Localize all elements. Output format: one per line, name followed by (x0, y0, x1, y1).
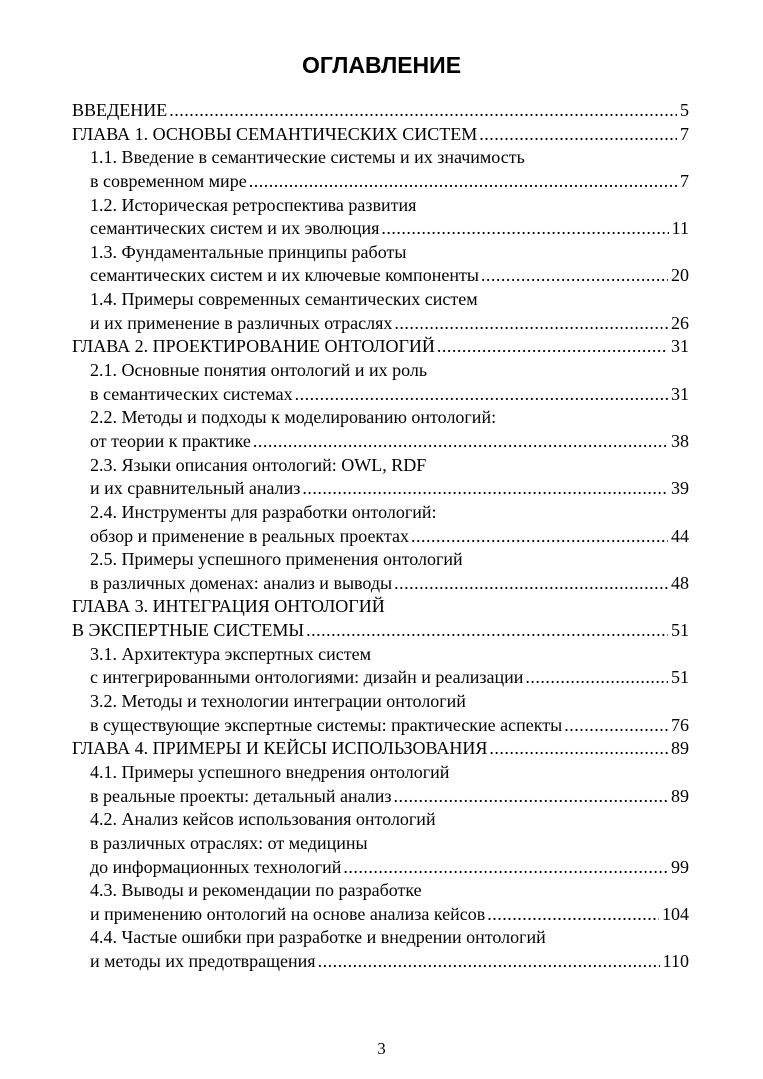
toc-entry-text: 4.4. Частые ошибки при разработке и внедрении онтологий (90, 927, 546, 948)
toc-page-number: 39 (671, 478, 689, 499)
toc-entry-text: обзор и применение в реальных проектах (90, 525, 410, 546)
toc-entry-text: до информационных технологий (90, 856, 342, 877)
toc-section-line (72, 430, 689, 454)
toc-page-number: 104 (662, 903, 689, 924)
toc-page-number: 7 (680, 170, 689, 191)
toc-entry-text: В ЭКСПЕРТНЫЕ СИСТЕМЫ (72, 620, 305, 641)
toc-entry-text: и применению онтологий на основе анализа кейсов (90, 903, 486, 924)
toc-dot-leader (411, 525, 668, 549)
toc-entry-text: 3.2. Методы и технологии интеграции онтологий (90, 691, 466, 712)
toc-page-number: 5 (680, 100, 689, 120)
toc-page-number: 20 (671, 265, 689, 286)
toc-entry-text: от теории к практике (90, 430, 251, 451)
toc-section-line (72, 690, 689, 714)
toc-section-line (72, 288, 689, 312)
toc-dot-leader (394, 312, 668, 336)
toc-entry-text: ГЛАВА 2. ПРОЕКТИРОВАНИЕ ОНТОЛОГИЙ (72, 336, 435, 357)
toc-entry-text: семантических систем и их эволюция (90, 218, 380, 239)
toc-section-line (72, 785, 689, 809)
toc-section-line (72, 359, 689, 383)
toc-entry-text: ГЛАВА 4. ПРИМЕРЫ И КЕЙСЫ ИСПОЛЬЗОВАНИЯ (72, 738, 488, 759)
toc-dot-leader (564, 714, 668, 738)
toc-dot-leader (479, 123, 677, 147)
toc-dot-leader (318, 950, 660, 974)
toc-page-number: 89 (671, 738, 689, 759)
toc-section-line (72, 477, 689, 501)
toc-section-line (72, 548, 689, 572)
toc-entry-text: в существующие экспертные системы: практические аспекты (90, 714, 563, 735)
toc-dot-leader (437, 335, 668, 359)
toc-chapter-line (72, 335, 689, 359)
toc-dot-leader (295, 383, 668, 407)
toc-entry-text: в семантических системах (90, 383, 293, 404)
toc-entry-text: 1.2. Историческая ретроспектива развития (90, 194, 417, 215)
toc-section-line (72, 666, 689, 690)
toc-dot-leader (394, 785, 669, 809)
toc-section-line (72, 454, 689, 478)
toc-section-line (72, 761, 689, 785)
toc-section-line (72, 241, 689, 265)
toc-section-line (72, 383, 689, 407)
toc-entry-text: в различных доменах: анализ и выводы (90, 572, 393, 593)
page-number: 3 (377, 1039, 386, 1058)
toc-chapter-line (72, 99, 689, 123)
toc-entry-text: 2.4. Инструменты для разработки онтологий: (90, 501, 437, 522)
toc-chapter-line (72, 123, 689, 147)
toc-page-number: 31 (671, 336, 689, 357)
toc-section-line (72, 525, 689, 549)
toc-entry-text: ГЛАВА 3. ИНТЕГРАЦИЯ ОНТОЛОГИЙ (72, 596, 385, 617)
toc-entry-text: 2.1. Основные понятия онтологий и их роль (90, 360, 428, 381)
toc-section-line (72, 572, 689, 596)
toc-entry-text: ГЛАВА 1. ОСНОВЫ СЕМАНТИЧЕСКИХ СИСТЕМ (72, 123, 478, 144)
toc-entry-text: семантических систем и их ключевые компоненты (90, 265, 479, 286)
toc-page-number: 89 (671, 785, 689, 806)
toc-entry-text: и их применение в различных отраслях (90, 312, 393, 333)
table-of-contents (72, 99, 689, 974)
toc-section-line (72, 170, 689, 194)
toc-entry-text: и методы их предотвращения (90, 951, 316, 972)
toc-page-number: 38 (671, 430, 689, 451)
toc-page-number: 31 (671, 383, 689, 404)
toc-title: ОГЛАВЛЕНИЕ (301, 52, 462, 78)
toc-page-number: 110 (662, 951, 689, 972)
toc-section-line (72, 903, 689, 927)
toc-page-number: 48 (671, 572, 689, 593)
toc-entry-text: в различных отраслях: от медицины (90, 832, 368, 853)
toc-entry-text: 1.3. Фундаментальные принципы работы (90, 241, 407, 262)
toc-section-line (72, 501, 689, 525)
toc-section-line (72, 950, 689, 974)
toc-dot-leader (525, 666, 668, 690)
toc-dot-leader (169, 99, 677, 123)
toc-section-line (72, 926, 689, 950)
toc-dot-leader (381, 217, 668, 241)
toc-entry-text: в современном мире (90, 170, 247, 191)
toc-dot-leader (253, 430, 668, 454)
toc-chapter-line (72, 595, 689, 619)
toc-entry-text: 3.1. Архитектура экспертных систем (90, 643, 371, 664)
toc-section-line (72, 808, 689, 832)
toc-chapter-line (72, 737, 689, 761)
toc-page-number: 11 (671, 218, 689, 239)
toc-section-line (72, 856, 689, 880)
toc-entry-text: 4.2. Анализ кейсов использования онтологий (90, 809, 436, 830)
toc-dot-leader (394, 572, 668, 596)
toc-entry-text: 2.2. Методы и подходы к моделированию онтологий: (90, 407, 497, 428)
toc-entry-text: 1.4. Примеры современных семантических систем (90, 289, 478, 310)
toc-section-line (72, 217, 689, 241)
toc-section-line (72, 714, 689, 738)
toc-dot-leader (489, 737, 668, 761)
toc-dot-leader (481, 264, 668, 288)
toc-section-line (72, 312, 689, 336)
toc-section-line (72, 879, 689, 903)
toc-entry-text: 2.5. Примеры успешного применения онтологий (90, 549, 463, 570)
toc-section-line (72, 643, 689, 667)
toc-entry-text: 4.3. Выводы и рекомендации по разработке (90, 880, 422, 901)
toc-section-line (72, 406, 689, 430)
toc-entry-text: и их сравнительный анализ (90, 478, 301, 499)
toc-entry-text: 1.1. Введение в семантические системы и их значимость (90, 147, 525, 168)
toc-entry-text: ВВЕДЕНИЕ (72, 100, 168, 120)
toc-page-number: 51 (671, 667, 689, 688)
toc-section-line (72, 832, 689, 856)
toc-entry-text: в реальные проекты: детальный анализ (90, 785, 392, 806)
toc-dot-leader (343, 856, 668, 880)
toc-section-line (72, 194, 689, 218)
toc-dot-leader (302, 477, 668, 501)
toc-page-number: 7 (680, 123, 689, 144)
toc-page-number: 51 (671, 620, 689, 641)
toc-dot-leader (487, 903, 659, 927)
toc-dot-leader (306, 619, 668, 643)
toc-page-number: 44 (671, 525, 689, 546)
toc-page-number: 76 (671, 714, 689, 735)
toc-page-number: 26 (671, 312, 689, 333)
toc-chapter-line (72, 619, 689, 643)
toc-section-line (72, 146, 689, 170)
toc-entry-text: 4.1. Примеры успешного внедрения онтологий (90, 761, 450, 782)
toc-section-line (72, 264, 689, 288)
toc-entry-text: с интегрированными онтологиями: дизайн и реализации (90, 667, 524, 688)
toc-entry-text: 2.3. Языки описания онтологий: OWL, RDF (90, 454, 427, 475)
toc-page-number: 99 (671, 856, 689, 877)
toc-dot-leader (249, 170, 677, 194)
